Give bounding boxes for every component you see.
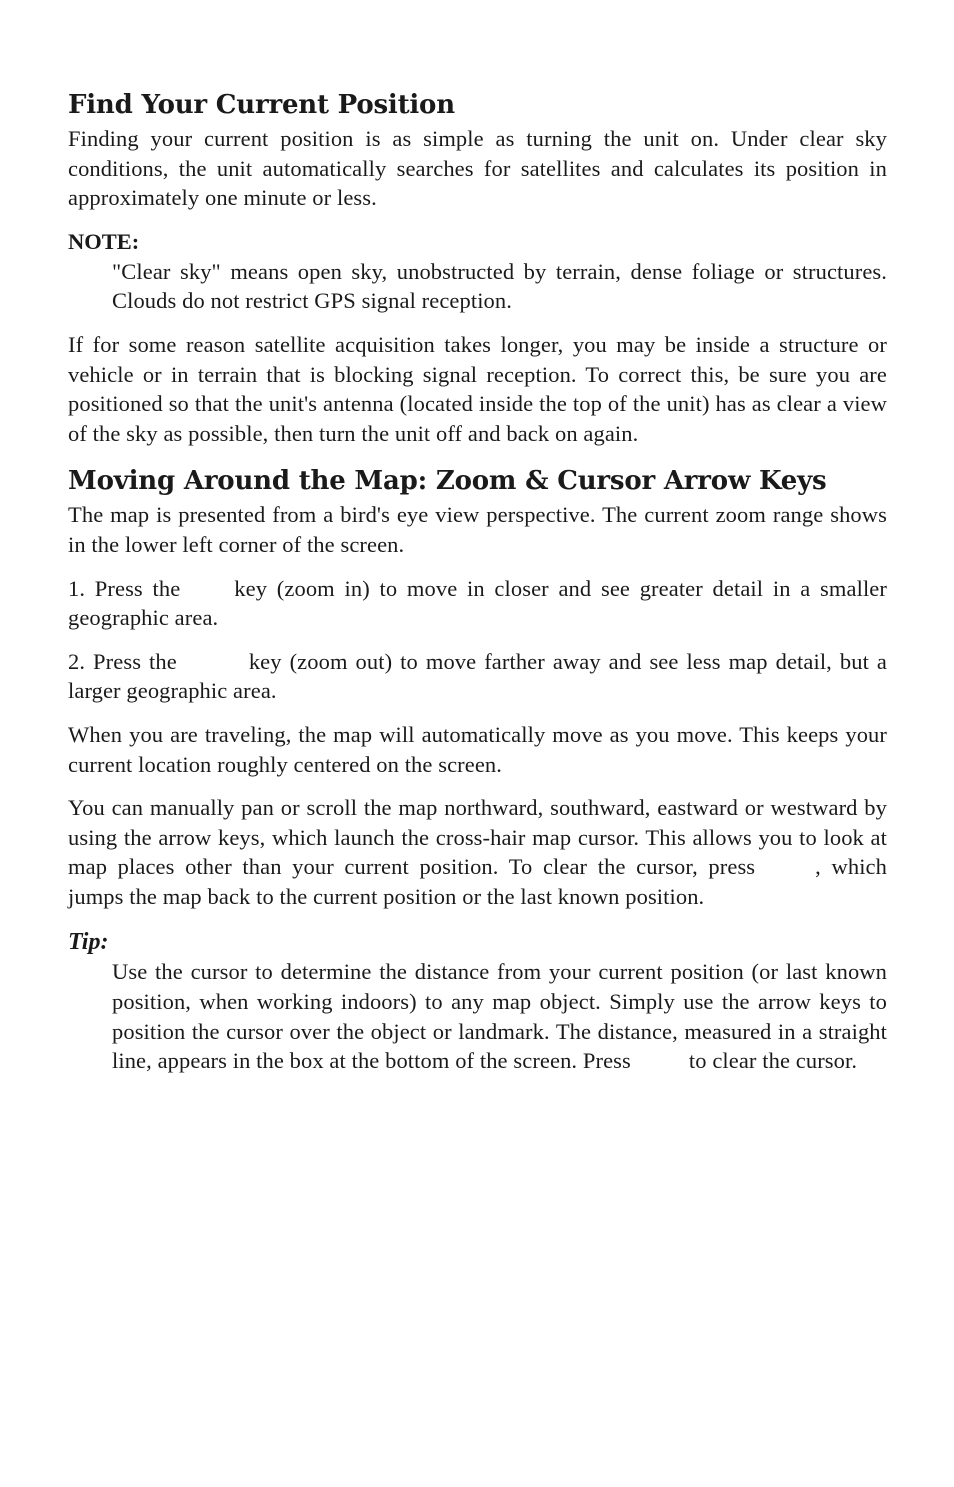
step-zoom-out-lead: 2. Press the [68,648,177,674]
section-title-find-position: Find Your Current Position [68,90,455,120]
tip-text-lead: Use the cursor to determine the distance from your current position (or last known position, when working indoors) to any map object. Simply use the arrow keys to position the cursor over the object or landmark. The distance, measured in a straight line, appears in the box at the bottom of the screen. Press [112,959,887,1074]
tip-label: Tip: [68,929,109,956]
traveling-paragraph: When you are traveling, the map will automatically move as you move. This keeps your current location roughly centered on the screen. [68,721,887,777]
tip-text-rest: to clear the cursor. [688,1048,858,1074]
map-intro: The map is presented from a bird's eye view perspective. The current zoom range shows in the lower left corner of the screen. [68,502,887,557]
manual-page [68,88,887,1076]
step-zoom-in-lead: 1. Press the [68,575,181,601]
tip-text [68,957,887,1075]
step-zoom-out [68,647,887,706]
step-zoom-in-rest: key (zoom in) to move in closer and see greater detail in a smaller geographic area. [68,575,887,631]
section-title-moving-map: Moving Around the Map: Zoom & Cursor Arrow Keys [68,466,827,497]
pan-paragraph-rest: , which jumps the map back to the current position or the last known position. [68,854,887,909]
find-position-intro: Finding your current position is as simple as turning the unit on. Under clear sky conditions, the unit automatically searches for satellites and calculates its position in approximately one minute or less. [68,126,887,211]
step-zoom-out-rest: key (zoom out) to move farther away and see less map detail, but a larger geographic area. [68,648,887,704]
note-label: NOTE: [68,228,140,254]
step-zoom-in [68,574,887,633]
acquisition-paragraph: If for some reason satellite acquisition takes longer, you may be inside a structure or vehicle or in terrain that is blocking signal reception. To correct this, be sure you are positioned so that the unit's antenna (located inside the top of the unit) has as clear a view of the sky as possible, then turn the unit off and back on again. [68,331,887,446]
pan-paragraph-lead: You can manually pan or scroll the map northward, southward, eastward or westward by using the arrow keys, which launch the cross-hair map cursor. This allows you to look at map places other than your current position. To clear the cursor, press [68,795,887,880]
note-text: "Clear sky" means open sky, unobstructed by terrain, dense foliage or structures. Clouds do not restrict GPS signal reception. [112,258,887,314]
pan-paragraph [68,793,887,911]
